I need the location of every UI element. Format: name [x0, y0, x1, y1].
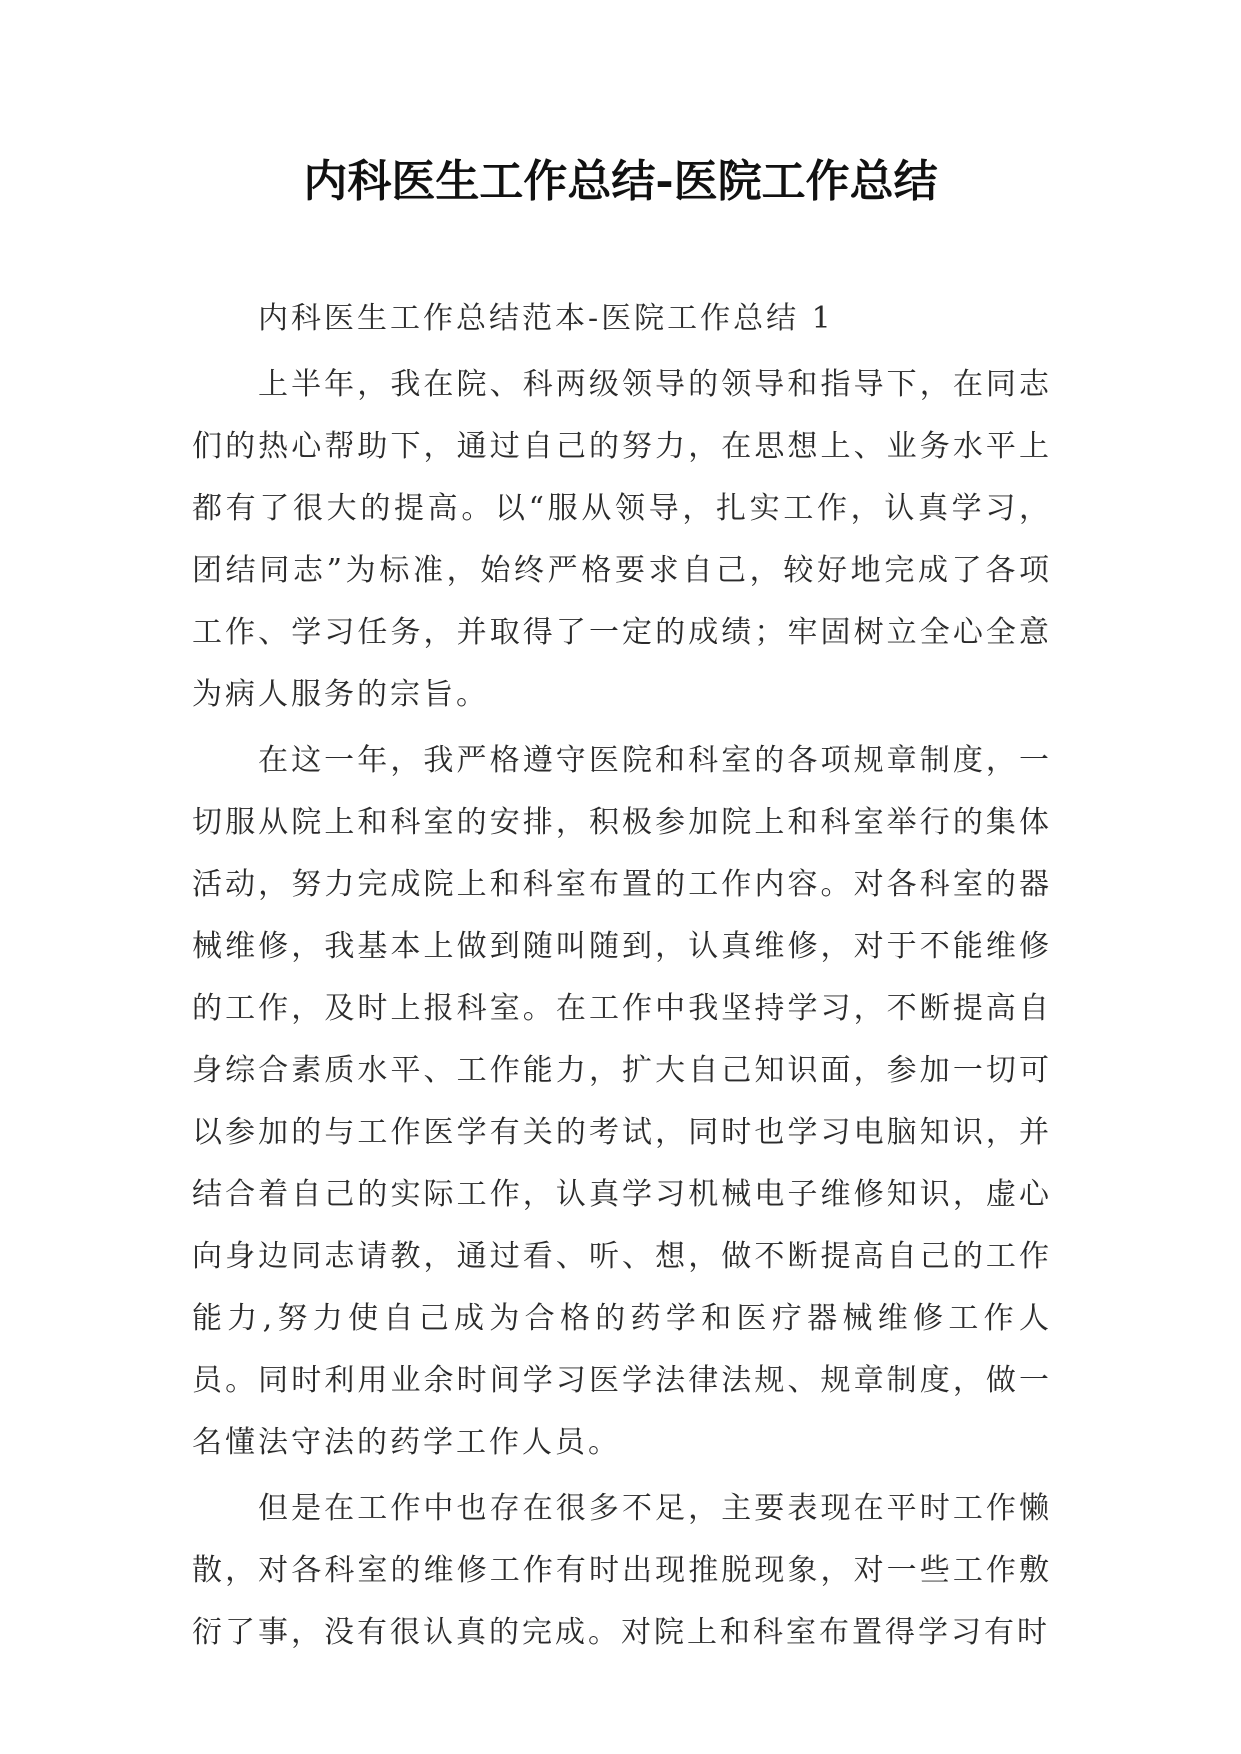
paragraph: 但是在工作中也存在很多不足，主要表现在平时工作懒散，对各科室的维修工作有时出现推脱现象，对一些工作敷衍了事，没有很认真的完成。对院上和科室布置得学习有时 — [192, 1491, 1052, 1650]
section-heading: 内科医生工作总结范本-医院工作总结 1 — [258, 301, 834, 336]
paragraph: 上半年，我在院、科两级领导的领导和指导下，在同志们的热心帮助下，通过自己的努力，在思想上、业务水平上都有了很大的提高。以“服从领导，扎实工作，认真学习，团结同志”为标准，始终严格要求自己，较好地完成了各项工作、学习任务，并取得了一定的成绩；牢固树立全心全意为病人服务的宗旨。 — [192, 367, 1052, 712]
document-body — [192, 288, 1052, 1664]
paragraph: 在这一年，我严格遵守医院和科室的各项规章制度，一切服从院上和科室的安排，积极参加院上和科室举行的集体活动，努力完成院上和科室布置的工作内容。对各科室的器械维修，我基本上做到随叫随到，认真维修，对于不能维修的工作，及时上报科室。在工作中我坚持学习，不断提高自身综合素质水平、工作能力，扩大自己知识面，参加一切可以参加的与工作医学有关的考试，同时也学习电脑知识，并结合着自己的实际工作，认真学习机械电子维修知识，虚心向身边同志请教，通过看、听、想，做不断提高自己的工作能力,努力使自己成为合格的药学和医疗器械维修工作人员。同时利用业余时间学习医学法律法规、规章制度，做一名懂法守法的药学工作人员。 — [192, 743, 1052, 1460]
document-title: 内科医生工作总结-医院工作总结 — [303, 156, 938, 207]
